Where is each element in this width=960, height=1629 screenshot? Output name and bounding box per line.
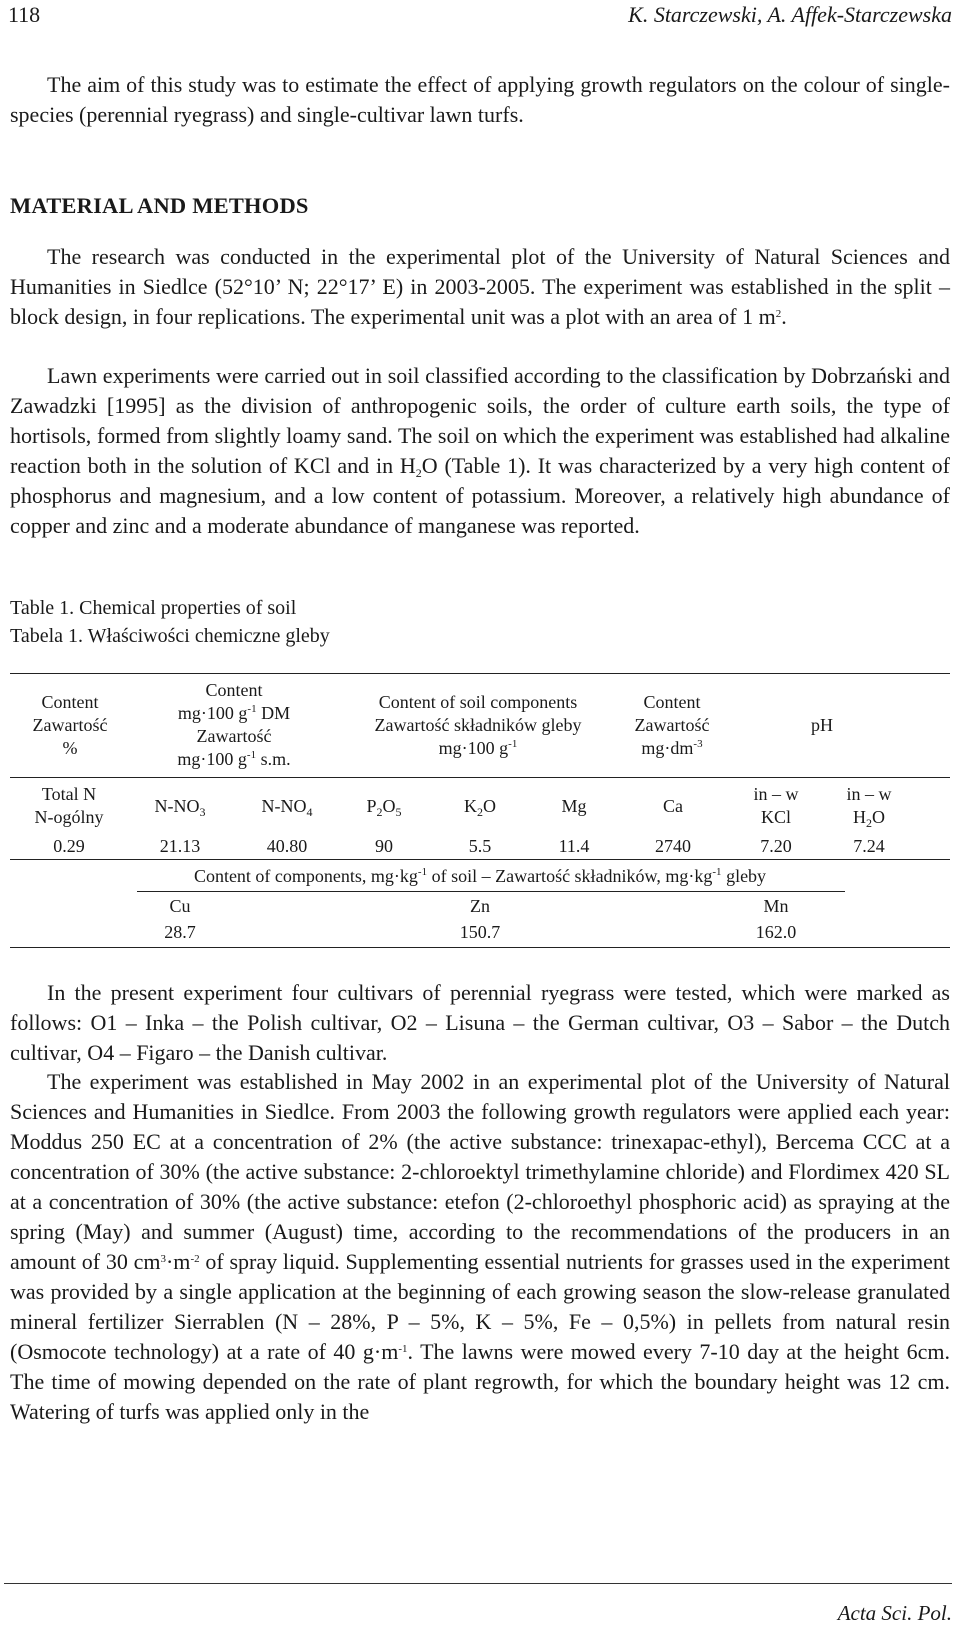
subheader-ph-kcl: in – w KCl — [753, 784, 799, 827]
header-content-percent: Content Zawartość % — [32, 692, 108, 758]
header-content-soil-components: Content of soil components Zawartość składników gleby mg·100 $g^{-1}$ — [374, 692, 582, 758]
value-total-n: 0.29 — [53, 836, 85, 856]
soil-properties-table — [10, 673, 950, 949]
header-content-calcium: Content Zawartość $mg\cdot dm^{-3}$ — [634, 692, 710, 758]
micro-value-cu: 28.7 — [164, 922, 196, 942]
subheader-nno4: $N-NO_4$ — [261, 796, 313, 819]
methods-paragraph-1: The research was conducted in the experimental plot of the University of Natural Sciences and Humanities in Siedlce (52°10’ N; 22°17’ E) in 2003-2005. The experiment was established in the split – block design, in four replications. The experimental unit was a plot with an area of 1 $m^2$. — [10, 244, 950, 329]
methods-paragraph-3: In the present experiment four cultivars of perennial ryegrass were tested, which were marked as follows: O1 – Inka – the Polish cultivar, O2 – Lisuna – the German cultivar, O3 – Sabor – the Dutch cultivar, O4 – Figaro – the Danish cultivar. — [10, 980, 950, 1065]
value-p2o5: 90 — [375, 836, 393, 856]
micro-label-mn: Mn — [763, 896, 789, 916]
methods-paragraph-2: Lawn experiments were carried out in soil classified according to the classification by Dobrzański and Zawadzki [1995] as the division of anthropogenic soils, the order of culture earth soils, the type of hortisols, formed from slightly loamy sand. The soil on which the experiment was established had alkaline reaction both in the solution of KCl and in $H_2O$ (Table 1). It was characterized by a very high content of phosphorus and magnesium, and a low content of potassium. Moreover, a relatively high abundance of copper and zinc and a moderate abundance of manganese was reported. — [10, 363, 951, 538]
value-nno3: 21.13 — [159, 836, 201, 856]
section-title: MATERIAL AND METHODS — [10, 193, 309, 218]
journal-name: Acta Sci. Pol. — [837, 1601, 952, 1625]
subheader-total-n: Total N N-ogólny — [34, 784, 104, 827]
micro-label-cu: Cu — [169, 896, 191, 916]
table-mid-rule — [10, 859, 950, 860]
value-ph-kcl: 7.20 — [760, 836, 792, 856]
subheader-ca: Ca — [663, 796, 683, 816]
table-top-rule — [10, 673, 950, 674]
value-nno4: 40.80 — [266, 836, 308, 856]
page-number: 118 — [8, 2, 41, 27]
header-content-nitrogen: Content mg·100 $g^{-1}$ DM Zawartość mg·100 $g^{-1}$ s.m. — [177, 680, 291, 769]
footer-rule — [4, 1583, 952, 1584]
table-header-rule — [10, 777, 950, 778]
subheader-p2o5: $P_2O_5$ — [366, 796, 402, 819]
micro-value-mn: 162.0 — [755, 922, 797, 942]
subheader-nno3: $N-NO_3$ — [154, 796, 206, 819]
table-caption-pl: Tabela 1. Właściwości chemiczne gleby — [10, 625, 330, 647]
value-mg: 11.4 — [558, 836, 590, 856]
methods-paragraph-4: The experiment was established in May 2002 in an experimental plot of the University of Natural Sciences and Humanities in Siedlce. From 2003 the following growth regulators were applied each year: Moddus 250 EC at a concentration of 2% (the active substance: trinexapac-ethyl), Bercema CCC at a concentration of 30% (the active substance: 2-chloroektyl trimethylamine chloride) and Flordimex 420 SL at a concentration of 30% (the active substance: etefon (2-chloroethyl phosphoric acid) as spraying at the spring (May) and summer (August) time, according to the recommendations of the producers in an amount of 30 $cm^3\cdot m^{-2}$ of spray liquid. Supplementing essential nutrients for grasses used in the experiment was provided by a single application at the beginning of each growing season the slow-release granulated mineral fertilizer Sierrablen (N – 28%, P – 5%, K – 5%, Fe – 0,5%) in pellets from natural resin (Osmocote technology) at a rate of 40 $g\cdot m^{-1}$. The lawns were mowed every 7-10 day at the height 6cm. The time of mowing depended on the rate of plant regrowth, for which the boundary height was 12 cm. Watering of turfs was applied only in the — [10, 1069, 950, 1424]
intro-paragraph: The aim of this study was to estimate the effect of applying growth regulators on the colour of single-species (perennial ryegrass) and single-cultivar lawn turfs. — [10, 72, 950, 127]
subheader-ph-h2o: in – w $H_2O$ — [846, 784, 892, 830]
micro-label-zn: Zn — [470, 896, 490, 916]
table-bottom-rule — [10, 947, 950, 948]
table-caption-en: Table 1. Chemical properties of soil — [10, 597, 297, 619]
value-ph-h2o: 7.24 — [853, 836, 885, 856]
micronutrient-heading-rule — [137, 891, 845, 892]
subheader-mg: Mg — [561, 796, 587, 816]
subheader-k2o: $K_2O$ — [464, 796, 496, 819]
header-ph: pH — [811, 715, 833, 735]
micronutrient-heading: Content of components, $mg\cdot kg^{-1}$ of soil – Zawartość składników, $mg\cdot kg^{-1}$ gleby — [193, 866, 767, 886]
value-k2o: 5.5 — [468, 836, 492, 856]
micro-value-zn: 150.7 — [459, 922, 501, 942]
value-ca: 2740 — [655, 836, 691, 856]
running-header-authors: K. Starczewski, A. Affek-Starczewska — [628, 2, 952, 27]
